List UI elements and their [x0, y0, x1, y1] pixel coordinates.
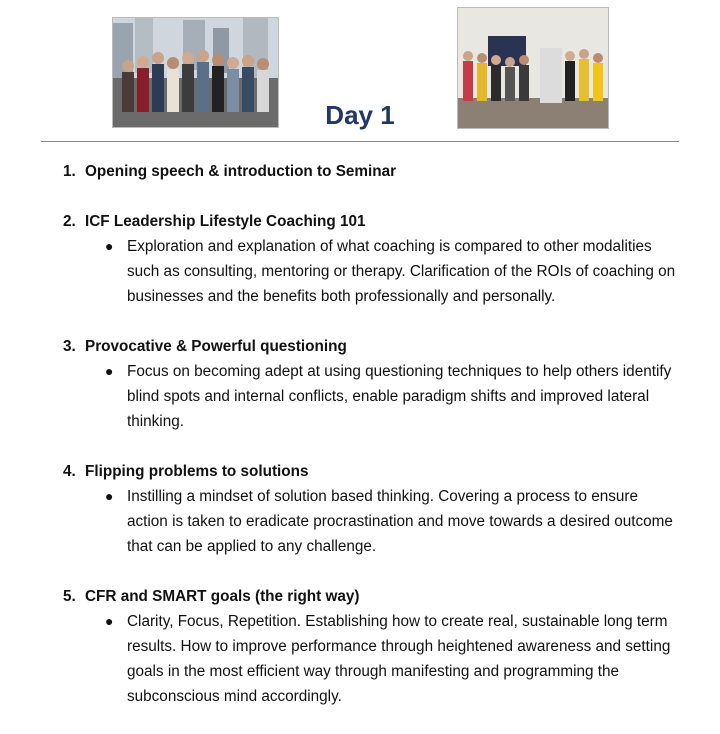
agenda-item-description: [105, 234, 683, 309]
agenda-item-title: [63, 159, 683, 184]
agenda-item-description: [105, 359, 683, 434]
agenda-list: [63, 159, 683, 734]
agenda-item-description-text: Focus on becoming adept at using questioning techniques to help others identify blind spots and internal conflicts, enable paradigm shifts and improved lateral thinking.: [127, 363, 672, 430]
bullet-icon: ●: [105, 488, 114, 504]
bullet-icon: ●: [105, 613, 114, 629]
bullet-icon: ●: [105, 363, 114, 379]
agenda-item-heading: Opening speech & introduction to Seminar: [85, 163, 397, 180]
agenda-item-description: [105, 484, 683, 559]
agenda-item-description: [105, 609, 683, 709]
agenda-item-number: 2.: [63, 213, 76, 230]
agenda-item-number: 4.: [63, 463, 76, 480]
agenda-item-heading: CFR and SMART goals (the right way): [85, 588, 360, 605]
agenda-item: [63, 584, 683, 709]
agenda-item-heading: Provocative & Powerful questioning: [85, 338, 347, 355]
agenda-item-heading: Flipping problems to solutions: [85, 463, 309, 480]
page-title: Day 1: [325, 100, 395, 130]
agenda-item-heading: ICF Leadership Lifestyle Coaching 101: [85, 213, 366, 230]
agenda-item-number: 3.: [63, 338, 76, 355]
agenda-item-title: [63, 584, 683, 609]
agenda-item-title: [63, 209, 683, 234]
agenda-item-title: [63, 334, 683, 359]
agenda-item: [63, 159, 683, 184]
agenda-item-description-text: Instilling a mindset of solution based thinking. Covering a process to ensure action is taken to eradicate procrastination and move towards a desired outcome that can be applied to any challenge.: [127, 488, 673, 555]
divider: [41, 141, 679, 142]
agenda-item-description-text: Exploration and explanation of what coaching is compared to other modalities such as consulting, mentoring or therapy. Clarification of the ROIs of coaching on businesses and the benefits both professionally and personally.: [127, 238, 676, 305]
agenda-item: [63, 209, 683, 309]
bullet-icon: ●: [105, 238, 114, 254]
agenda-item-number: 5.: [63, 588, 76, 605]
agenda-item-description-text: Clarity, Focus, Repetition. Establishing how to create real, sustainable long term results. How to improve performance through heightened awareness and setting goals in the most efficient way through manifesting and programming the subconscious mind accordingly.: [127, 613, 671, 705]
agenda-item: [63, 459, 683, 559]
agenda-item-number: 1.: [63, 163, 76, 180]
agenda-item-title: [63, 459, 683, 484]
agenda-item: [63, 334, 683, 434]
